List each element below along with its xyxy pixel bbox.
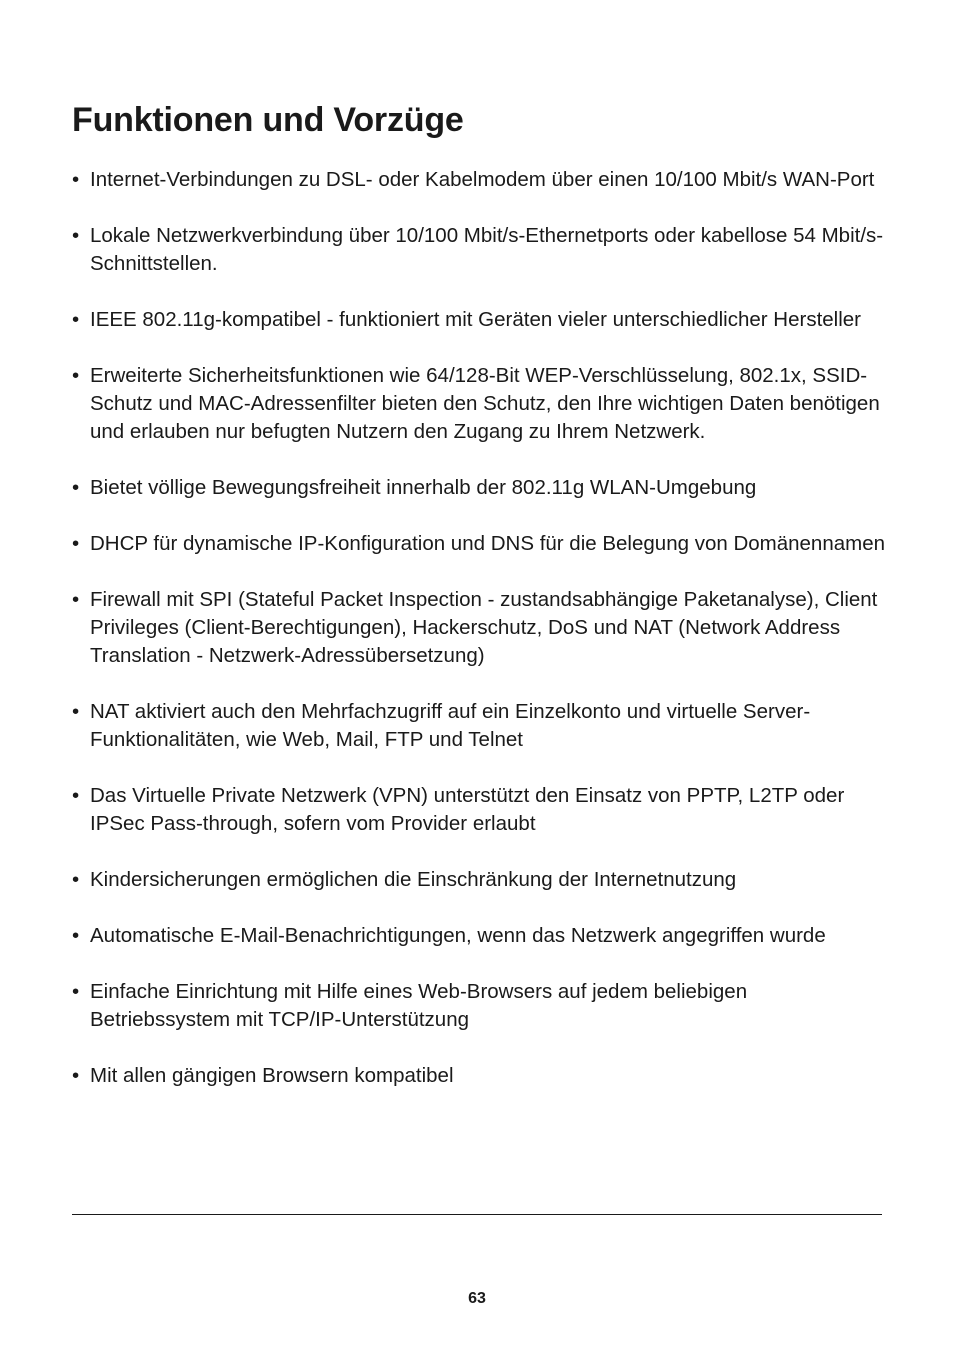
- bullet-icon: •: [72, 924, 80, 947]
- page-number: 63: [468, 1290, 486, 1307]
- bullet-icon: •: [72, 868, 80, 891]
- list-item: [72, 866, 887, 894]
- feature-text: DHCP für dynamische IP-Konfiguration und DNS für die Belegung von Domänennamen: [90, 532, 886, 555]
- list-item: [72, 474, 887, 502]
- feature-text: Internet-Verbindungen zu DSL- oder Kabelmodem über einen 10/100 Mbit/s WAN-Port: [90, 168, 875, 191]
- feature-text: Mit allen gängigen Browsern kompatibel: [90, 1064, 454, 1087]
- list-item: [72, 922, 887, 950]
- list-item: [72, 530, 887, 558]
- list-item: [72, 166, 887, 194]
- bullet-icon: •: [72, 224, 80, 247]
- bullet-icon: •: [72, 700, 80, 723]
- bullet-icon: •: [72, 588, 80, 611]
- feature-text: NAT aktiviert auch den Mehrfachzugriff auf ein Einzelkonto und virtuelle Server-Funktionalitäten, wie Web, Mail, FTP und Telnet: [90, 700, 811, 751]
- bottom-rule: [72, 1214, 882, 1215]
- feature-text: Kindersicherungen ermöglichen die Einschränkung der Internetnutzung: [90, 868, 737, 891]
- list-item: [72, 306, 887, 334]
- list-item: [72, 586, 887, 670]
- feature-text: Erweiterte Sicherheitsfunktionen wie 64/128-Bit WEP-Verschlüsselung, 802.1x, SSID-Schutz und MAC-Adressenfilter bieten den Schutz, den Ihre wichtigen Daten benötigen und erlauben nur befugten Nutzern den Zugang zu Ihrem Netzwerk.: [90, 364, 880, 443]
- list-item: [72, 362, 887, 446]
- feature-text: Einfache Einrichtung mit Hilfe eines Web-Browsers auf jedem beliebigen Betriebssystem mit TCP/IP-Unterstützung: [90, 980, 748, 1031]
- bullet-icon: •: [72, 308, 80, 331]
- bullet-icon: •: [72, 532, 80, 555]
- bullet-icon: •: [72, 980, 80, 1003]
- feature-list: [72, 166, 887, 1118]
- bullet-icon: •: [72, 476, 80, 499]
- list-item: [72, 222, 887, 278]
- bullet-icon: •: [72, 364, 80, 387]
- feature-text: IEEE 802.11g-kompatibel - funktioniert mit Geräten vieler unterschiedlicher Hersteller: [90, 308, 862, 331]
- feature-text: Das Virtuelle Private Netzwerk (VPN) unterstützt den Einsatz von PPTP, L2TP oder IPSec Pass-through, sofern vom Provider erlaubt: [90, 784, 845, 835]
- feature-text: Bietet völlige Bewegungsfreiheit innerhalb der 802.11g WLAN-Umgebung: [90, 476, 757, 499]
- bullet-icon: •: [72, 784, 80, 807]
- list-item: [72, 782, 887, 838]
- list-item: [72, 978, 887, 1034]
- feature-text: Firewall mit SPI (Stateful Packet Inspection - zustandsabhängige Paketanalyse), Client Privileges (Client-Berechtigungen), Hackerschutz, DoS und NAT (Network Address Translation - Netzwerk-Adressübersetzung): [90, 588, 878, 667]
- list-item: [72, 1062, 887, 1090]
- page-title: Funktionen und Vorzüge: [72, 101, 464, 139]
- bullet-icon: •: [72, 168, 80, 191]
- feature-text: Automatische E-Mail-Benachrichtigungen, wenn das Netzwerk angegriffen wurde: [90, 924, 826, 947]
- feature-text: Lokale Netzwerkverbindung über 10/100 Mbit/s-Ethernetports oder kabellose 54 Mbit/s-Schnittstellen.: [90, 224, 884, 275]
- bullet-icon: •: [72, 1064, 80, 1087]
- list-item: [72, 698, 887, 754]
